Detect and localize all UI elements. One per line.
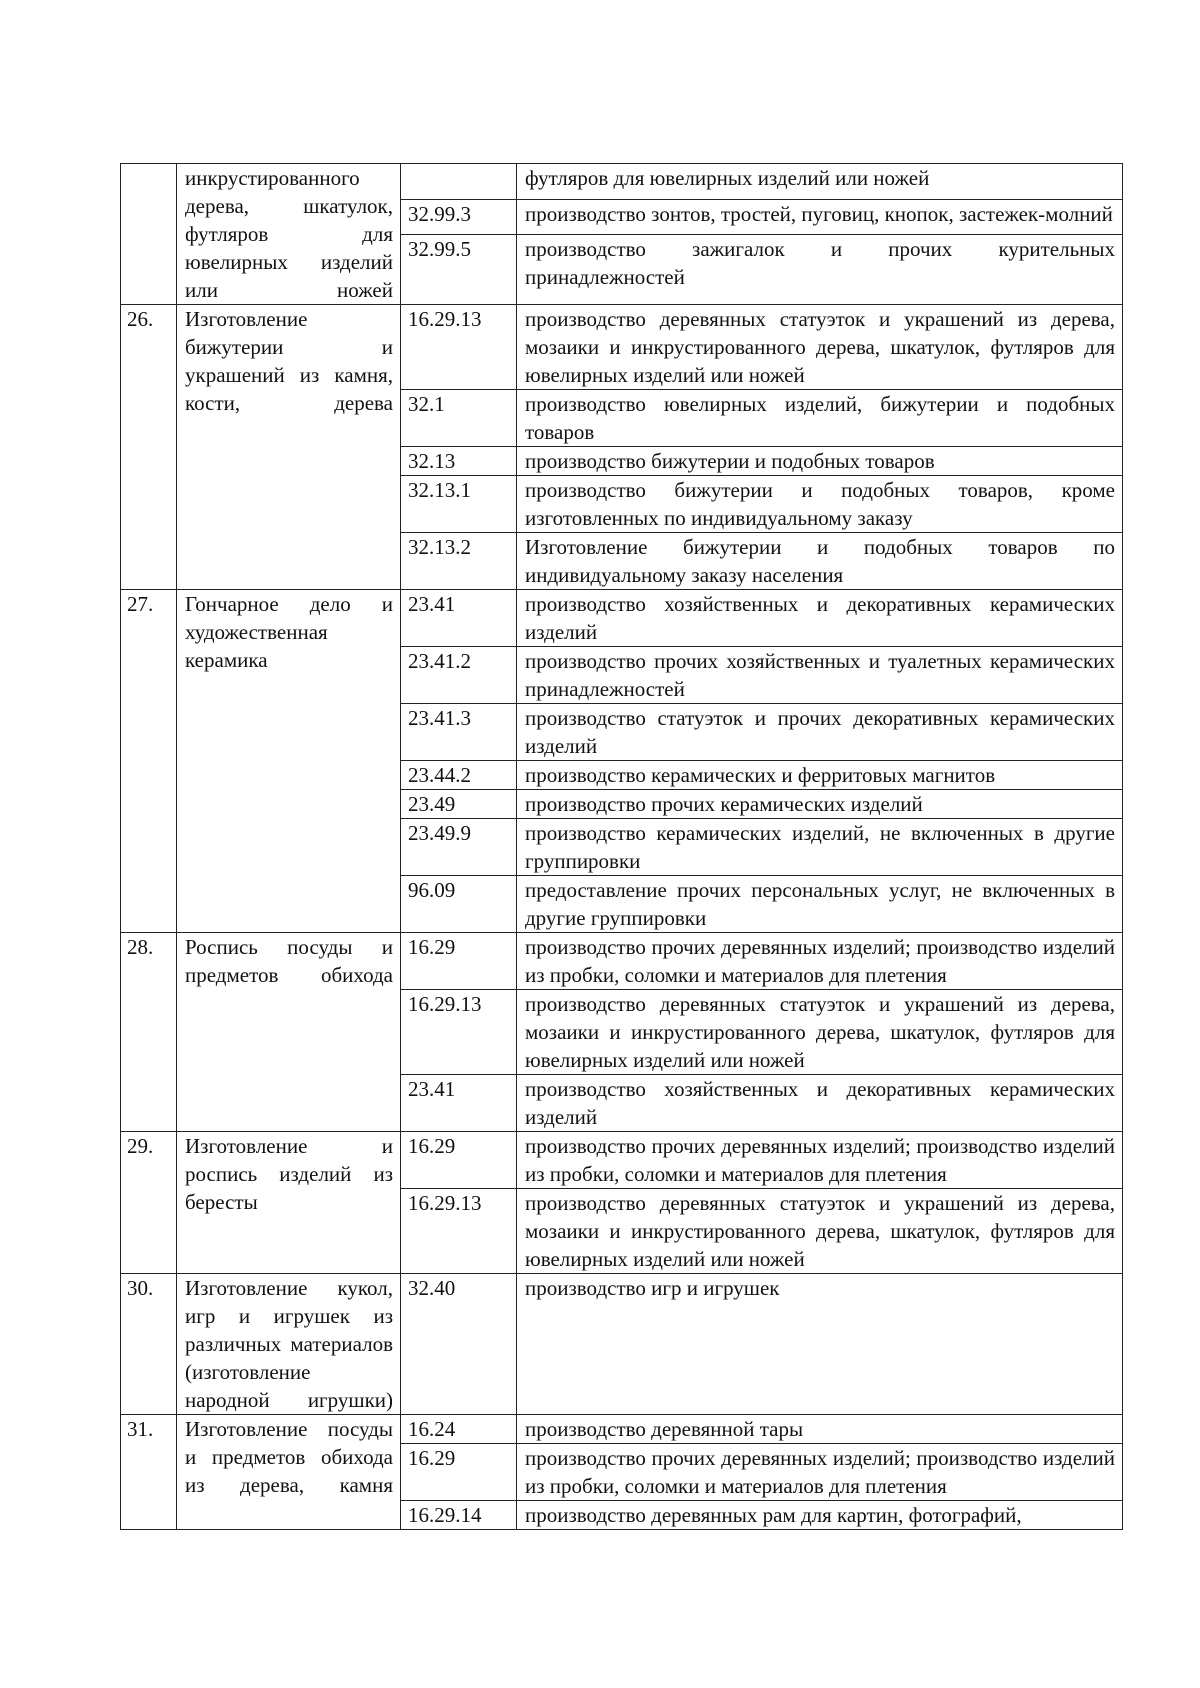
okved-code: 23.41	[401, 590, 517, 647]
okved-code: 23.41	[401, 1075, 517, 1132]
okved-code: 16.29	[401, 933, 517, 990]
table-row	[121, 1415, 1123, 1444]
okved-code: 16.24	[401, 1415, 517, 1444]
okved-code: 16.29	[401, 1132, 517, 1189]
row-number: 27.	[121, 590, 177, 933]
row-number: 31.	[121, 1415, 177, 1530]
okved-code: 23.49	[401, 790, 517, 819]
okved-description: производство деревянных статуэток и украшений из дерева, мозаики и инкрустированного дерева, шкатулок, футляров для ювелирных изделий или ножей	[517, 1189, 1123, 1274]
okved-description: производство прочих хозяйственных и туалетных керамических принадлежностей	[517, 647, 1123, 704]
okved-code: 16.29.14	[401, 1501, 517, 1530]
activity-name: Гончарное дело и художественная керамика	[177, 590, 401, 933]
okved-description: производство деревянных рам для картин, фотографий,	[517, 1501, 1123, 1530]
activity-name: Изготовление бижутерии и украшений из камня, кости, дерева	[177, 305, 401, 590]
okved-code: 23.41.2	[401, 647, 517, 704]
okved-code: 32.1	[401, 390, 517, 447]
okved-description: производство прочих деревянных изделий; производство изделий из пробки, соломки и материалов для плетения	[517, 1132, 1123, 1189]
okved-code: 96.09	[401, 876, 517, 933]
row-number: 30.	[121, 1274, 177, 1415]
okved-code: 23.49.9	[401, 819, 517, 876]
okved-description: производство статуэток и прочих декоративных керамических изделий	[517, 704, 1123, 761]
okved-description: производство керамических изделий, не включенных в другие группировки	[517, 819, 1123, 876]
okved-description: предоставление прочих персональных услуг, не включенных в другие группировки	[517, 876, 1123, 933]
okved-description: производство бижутерии и подобных товаров	[517, 447, 1123, 476]
okved-description: производство деревянных статуэток и украшений из дерева, мозаики и инкрустированного дерева, шкатулок, футляров для ювелирных изделий или ножей	[517, 305, 1123, 390]
okved-code: 32.13	[401, 447, 517, 476]
okved-description: производство прочих деревянных изделий; производство изделий из пробки, соломки и материалов для плетения	[517, 933, 1123, 990]
row-number: 26.	[121, 305, 177, 590]
activity-name: Изготовление посуды и предметов обихода из дерева, камня	[177, 1415, 401, 1530]
okved-description: производство ювелирных изделий, бижутерии и подобных товаров	[517, 390, 1123, 447]
okved-code: 16.29.13	[401, 305, 517, 390]
table-row	[121, 305, 1123, 390]
table-row	[121, 590, 1123, 647]
okved-code: 16.29.13	[401, 1189, 517, 1274]
row-number: 29.	[121, 1132, 177, 1274]
okved-code: 16.29	[401, 1444, 517, 1501]
okved-code	[401, 164, 517, 200]
okved-description: производство хозяйственных и декоративных керамических изделий	[517, 590, 1123, 647]
okved-code: 32.13.2	[401, 533, 517, 590]
okved-description: производство прочих керамических изделий	[517, 790, 1123, 819]
okved-description: производство бижутерии и подобных товаров, кроме изготовленных по индивидуальному заказу	[517, 476, 1123, 533]
okved-code: 32.40	[401, 1274, 517, 1415]
okved-code: 23.41.3	[401, 704, 517, 761]
okved-description: производство деревянных статуэток и украшений из дерева, мозаики и инкрустированного дерева, шкатулок, футляров для ювелирных изделий или ножей	[517, 990, 1123, 1075]
okved-description: футляров для ювелирных изделий или ножей	[517, 164, 1123, 200]
table-row	[121, 1132, 1123, 1189]
table-row	[121, 1274, 1123, 1415]
okved-description: производство игр и игрушек	[517, 1274, 1123, 1415]
okved-description: производство хозяйственных и декоративных керамических изделий	[517, 1075, 1123, 1132]
okved-description: производство зажигалок и прочих курительных принадлежностей	[517, 235, 1123, 305]
activity-name: инкрустированного дерева, шкатулок, футляров для ювелирных изделий или ножей	[177, 164, 401, 305]
okved-code: 16.29.13	[401, 990, 517, 1075]
okved-table	[120, 163, 1123, 1530]
table-row	[121, 933, 1123, 990]
activity-name: Изготовление кукол, игр и игрушек из различных материалов (изготовление народной игрушки)	[177, 1274, 401, 1415]
okved-description: Изготовление бижутерии и подобных товаров по индивидуальному заказу населения	[517, 533, 1123, 590]
row-number	[121, 164, 177, 305]
okved-description: производство деревянной тары	[517, 1415, 1123, 1444]
okved-code: 32.99.3	[401, 199, 517, 235]
activity-name: Изготовление и роспись изделий из бересты	[177, 1132, 401, 1274]
okved-code: 32.13.1	[401, 476, 517, 533]
row-number: 28.	[121, 933, 177, 1132]
activity-name: Роспись посуды и предметов обихода	[177, 933, 401, 1132]
okved-description: производство зонтов, тростей, пуговиц, кнопок, застежек-молний	[517, 199, 1123, 235]
table-row	[121, 164, 1123, 200]
okved-description: производство керамических и ферритовых магнитов	[517, 761, 1123, 790]
okved-code: 23.44.2	[401, 761, 517, 790]
okved-description: производство прочих деревянных изделий; производство изделий из пробки, соломки и материалов для плетения	[517, 1444, 1123, 1501]
okved-code: 32.99.5	[401, 235, 517, 305]
